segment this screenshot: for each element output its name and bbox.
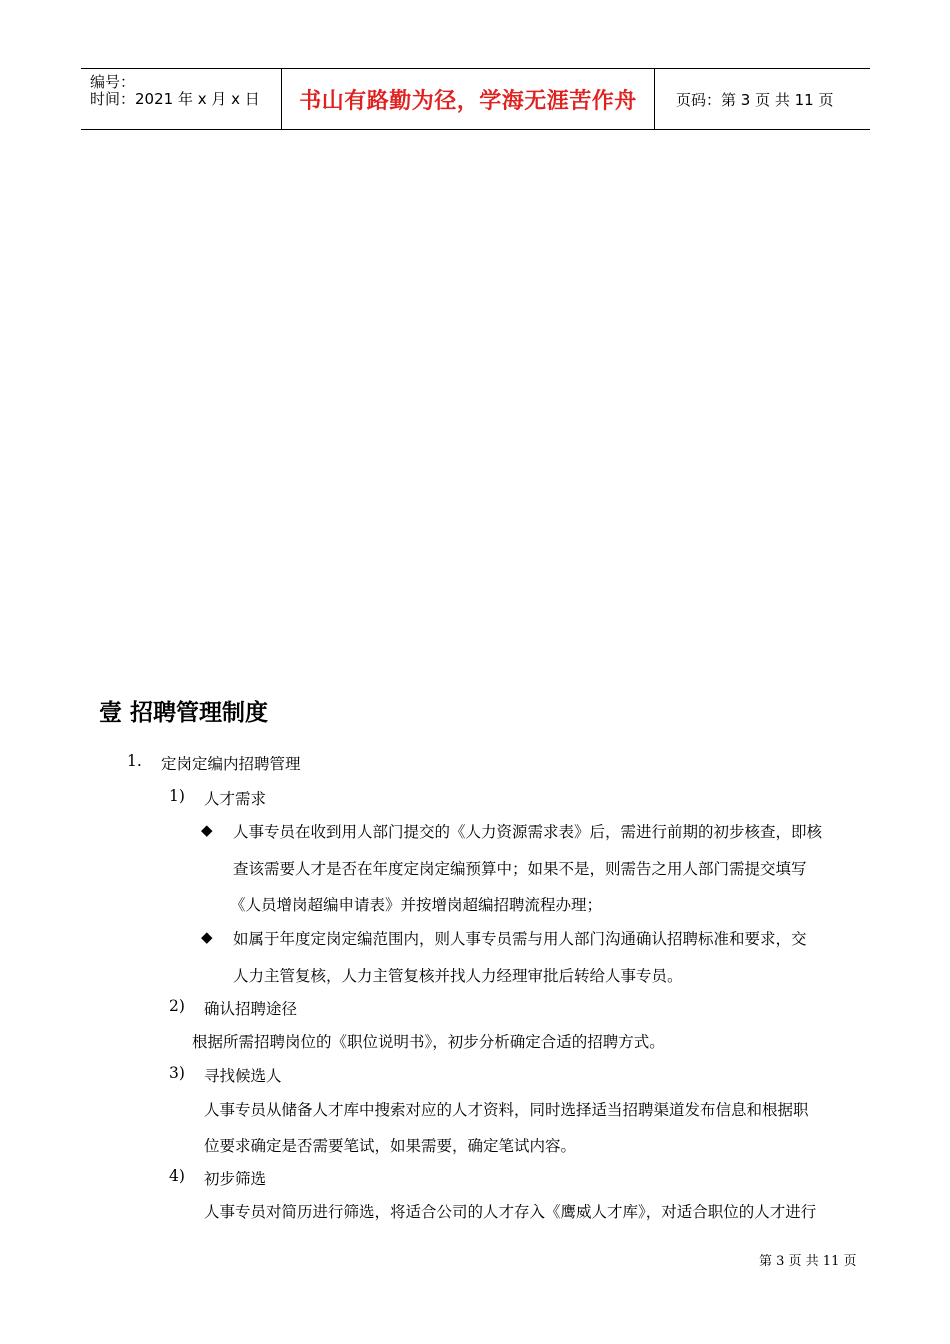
paragraph-line: 位要求确定是否需要笔试，如果需要，确定笔试内容。: [204, 1137, 577, 1155]
page-indicator: [665, 69, 870, 129]
paragraph-line: 《人员增岗超编申请表》并按增岗超编招聘流程办理；: [230, 896, 603, 914]
sub-number: 4): [169, 1167, 185, 1185]
sub-number: 1): [169, 787, 185, 805]
header-meta-cell: [81, 69, 282, 129]
number-label: 编号：: [90, 73, 136, 91]
paragraph-line: 人力主管复核，人力主管复核并找人力经理审批后转给人事专员。: [233, 967, 683, 985]
motto: 书山有路勤为径，学海无涯苦作舟: [282, 69, 655, 129]
sub-title: 寻找候选人: [204, 1067, 282, 1085]
sub-title: 确认招聘途径: [204, 1000, 298, 1018]
page-label: 页码：第 3 页 共 11 页: [676, 90, 834, 109]
sub-title: 人才需求: [204, 790, 267, 808]
header-table: [81, 68, 870, 130]
item-title: 定岗定编内招聘管理: [161, 755, 301, 773]
diamond-bullet-icon: ◆: [201, 928, 213, 946]
sub-number: 2): [169, 997, 185, 1015]
section-title: 壹 招聘管理制度: [99, 700, 269, 726]
diamond-bullet-icon: ◆: [201, 821, 213, 839]
paragraph-line: 人事专员对简历进行筛选，将适合公司的人才存入《鹰威人才库》，对适合职位的人才进行: [204, 1203, 817, 1221]
paragraph-line: 根据所需招聘岗位的《职位说明书》，初步分析确定合适的招聘方式。: [192, 1033, 665, 1051]
paragraph-line: 查该需要人才是否在年度定岗定编预算中；如果不是，则需告之用人部门需提交填写: [233, 860, 807, 878]
sub-number: 3): [169, 1064, 185, 1082]
page-footer: 第 3 页 共 11 页: [759, 1254, 857, 1269]
item-number: 1.: [127, 752, 142, 770]
sub-title: 初步筛选: [204, 1170, 267, 1188]
paragraph-line: 人事专员从储备人才库中搜索对应的人才资料，同时选择适当招聘渠道发布信息和根据职: [204, 1101, 809, 1119]
paragraph-line: 人事专员在收到用人部门提交的《人力资源需求表》后，需进行前期的初步核查，即核: [233, 823, 823, 841]
paragraph-line: 如属于年度定岗定编范围内，则人事专员需与用人部门沟通确认招聘标准和要求，交: [233, 930, 807, 948]
time-label: 时间：2021 年 x 月 x 日: [90, 90, 260, 108]
